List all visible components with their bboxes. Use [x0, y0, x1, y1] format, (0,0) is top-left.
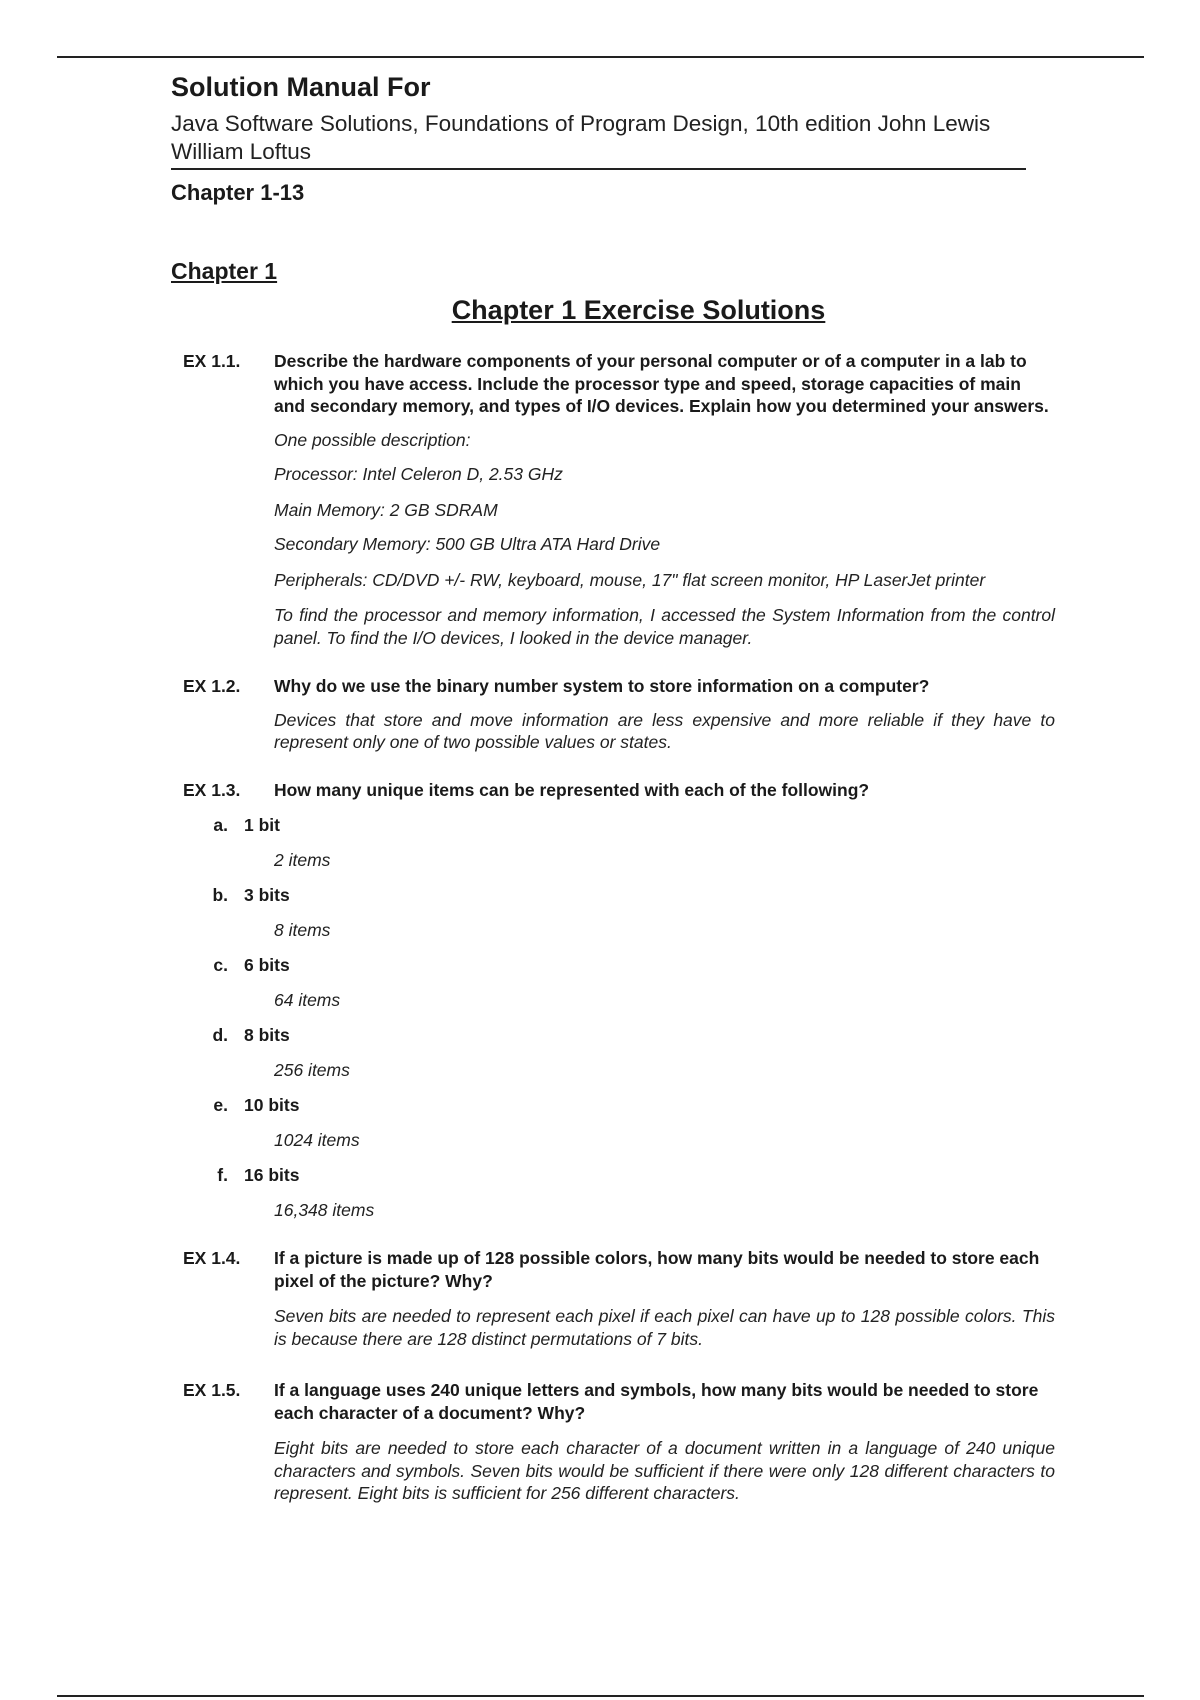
- answer-line: Secondary Memory: 500 GB Ultra ATA Hard Drive: [274, 534, 661, 554]
- sub-question-letter: b.: [212, 885, 228, 905]
- exercise-number: EX 1.5.: [183, 1380, 241, 1400]
- sub-question-answer: 2 items: [274, 849, 331, 870]
- exercise-question: If a language uses 240 unique letters and symbols, how many bits would be needed to store each character of a document? Why?: [274, 1380, 1039, 1423]
- answer-line: One possible description:: [274, 429, 471, 450]
- sub-question-letter: a.: [213, 815, 228, 835]
- exercise-answer: Eight bits are needed to store each character of a document written in a language of 240 unique characters and symbols. Seven bits would be sufficient if there were only 128 different characters to represent. Eight bits is sufficient for 256 different characters.: [274, 1438, 1055, 1503]
- sub-question-letter: f.: [217, 1165, 228, 1185]
- sub-question-answer: 64 items: [274, 989, 341, 1010]
- sub-question-b: [183, 884, 1055, 907]
- sub-question-text: 6 bits: [244, 955, 290, 975]
- exercise-1-1: [183, 350, 1055, 649]
- sub-question-answer: 1024 items: [274, 1129, 360, 1150]
- exercise-question: How many unique items can be represented with each of the following?: [274, 779, 870, 800]
- exercise-1-3: [183, 779, 1055, 802]
- exercise-number: EX 1.3.: [183, 779, 241, 800]
- document-header: [171, 70, 1026, 207]
- sub-question-answer: 256 items: [274, 1059, 350, 1080]
- answer-line: Processor: Intel Celeron D, 2.53 GHz: [274, 464, 563, 484]
- sub-question-d: [183, 1024, 1055, 1047]
- exercise-answer: Devices that store and move information are less expensive and more reliable if they have to represent only one of two possible values or states.: [274, 709, 1055, 752]
- sub-question-text: 10 bits: [244, 1095, 300, 1115]
- sub-question-e: [183, 1094, 1055, 1117]
- exercise-list: [183, 350, 1055, 1505]
- exercise-question: Describe the hardware components of your personal computer or of a computer in a lab to which you have access. Include the processor type and speed, storage capacities of main and secondary memory, and types of I/O devices. Explain how you determined your answers.: [274, 351, 1049, 416]
- sub-question-answer: 8 items: [274, 919, 331, 940]
- answer-line: Peripherals: CD/DVD +/- RW, keyboard, mouse, 17" flat screen monitor, HP LaserJet printer: [274, 569, 986, 590]
- bottom-rule: [57, 1695, 1144, 1697]
- sub-question-f: [183, 1164, 1055, 1187]
- sub-question-text: 1 bit: [244, 815, 280, 835]
- answer-line: To find the processor and memory information, I accessed the System Information from the control panel. To find the I/O devices, I looked in the device manager.: [274, 605, 1055, 648]
- sub-question-text: 3 bits: [244, 885, 290, 905]
- manual-title: Solution Manual For: [171, 72, 431, 102]
- sub-question-answer: 16,348 items: [274, 1199, 375, 1220]
- solutions-title: Chapter 1 Exercise Solutions: [451, 295, 826, 325]
- exercise-number: EX 1.4.: [183, 1248, 241, 1268]
- exercise-question: Why do we use the binary number system to store information on a computer?: [274, 676, 930, 696]
- sub-question-letter: c.: [213, 955, 228, 975]
- exercise-number: EX 1.2.: [183, 676, 241, 696]
- exercise-answer: Seven bits are needed to represent each pixel if each pixel can have up to 128 possible colors. This is because there are 128 distinct permutations of 7 bits.: [274, 1306, 1055, 1349]
- exercise-1-5: [183, 1379, 1055, 1505]
- sub-question-text: 16 bits: [244, 1165, 300, 1185]
- chapter-range: Chapter 1-13: [171, 180, 305, 205]
- sub-question-letter: d.: [212, 1025, 228, 1045]
- exercise-number: EX 1.1.: [183, 351, 241, 371]
- sub-question-letter: e.: [213, 1095, 228, 1115]
- chapter-heading: Chapter 1: [171, 258, 278, 284]
- top-rule: [57, 56, 1144, 58]
- sub-question-c: [183, 954, 1055, 977]
- exercise-1-4: [183, 1247, 1055, 1350]
- answer-line: Main Memory: 2 GB SDRAM: [274, 499, 498, 520]
- book-title: Java Software Solutions, Foundations of Program Design, 10th edition John Lewis William Loftus: [171, 110, 1026, 170]
- exercise-1-2: [183, 675, 1055, 754]
- exercise-question: If a picture is made up of 128 possible colors, how many bits would be needed to store each pixel of the picture? Why?: [274, 1248, 1040, 1291]
- sub-question-text: 8 bits: [244, 1025, 290, 1045]
- sub-question-a: [183, 814, 1055, 837]
